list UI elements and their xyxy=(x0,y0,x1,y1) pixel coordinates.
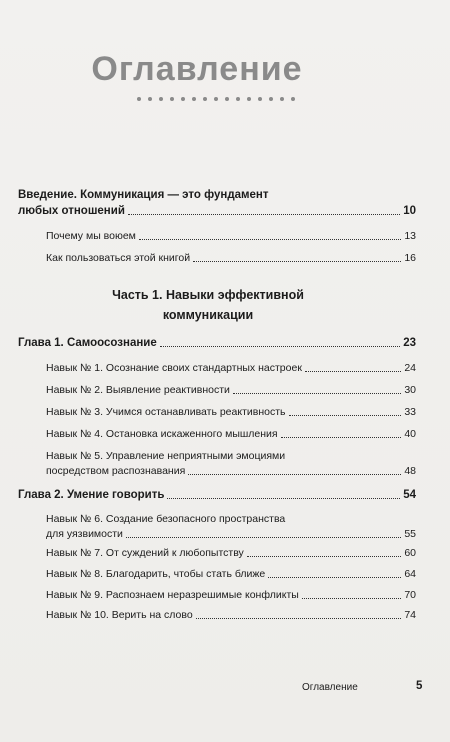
toc-item-skill-6-line1: Навык № 6. Создание безопасного пространства xyxy=(46,513,286,525)
toc-intro-line1: Введение. Коммуникация — это фундамент xyxy=(18,189,269,201)
toc-page-number: 48 xyxy=(404,465,416,477)
running-footer-label: Оглавление xyxy=(302,682,358,693)
toc-page-number: 74 xyxy=(404,609,416,621)
toc-chapter-1[interactable]: Глава 1. Самоосознание 23 xyxy=(18,337,416,349)
toc-item-skill-2[interactable]: Навык № 2. Выявление реактивности 30 xyxy=(46,384,416,396)
page-number: 5 xyxy=(416,680,423,692)
toc-page-number: 54 xyxy=(403,489,416,501)
toc-page-number: 70 xyxy=(404,589,416,601)
toc-item-intro-1[interactable]: Почему мы воюем 13 xyxy=(46,230,416,242)
toc-chapter-2[interactable]: Глава 2. Умение говорить 54 xyxy=(18,489,416,501)
toc-intro[interactable]: любых отношений 10 xyxy=(18,205,416,217)
toc-item-intro-2[interactable]: Как пользоваться этой книгой 16 xyxy=(46,252,416,264)
title-dots-divider xyxy=(137,97,295,101)
toc-page-number: 13 xyxy=(404,230,416,242)
toc-item-skill-10[interactable]: Навык № 10. Верить на слово 74 xyxy=(46,609,416,621)
toc-page-number: 16 xyxy=(404,252,416,264)
toc-page-number: 64 xyxy=(404,568,416,580)
toc-page-number: 55 xyxy=(404,528,416,540)
toc-page-number: 40 xyxy=(404,428,416,440)
toc-page-number: 60 xyxy=(404,547,416,559)
toc-page-number: 24 xyxy=(404,362,416,374)
page-title: Оглавление xyxy=(91,50,303,88)
toc-item-skill-5[interactable]: посредством распознавания 48 xyxy=(46,465,416,477)
toc-item-skill-7[interactable]: Навык № 7. От суждений к любопытству 60 xyxy=(46,547,416,559)
toc-item-skill-6[interactable]: для уязвимости 55 xyxy=(46,528,416,540)
part-heading: Часть 1. Навыки эффективной коммуникации xyxy=(112,288,304,322)
toc-item-skill-9[interactable]: Навык № 9. Распознаем неразрешимые конфликты 70 xyxy=(46,589,416,601)
toc-page-number: 10 xyxy=(403,205,416,217)
toc-page-number: 33 xyxy=(404,406,416,418)
toc-item-skill-3[interactable]: Навык № 3. Учимся останавливать реактивность 33 xyxy=(46,406,416,418)
toc-item-skill-8[interactable]: Навык № 8. Благодарить, чтобы стать ближе 64 xyxy=(46,568,416,580)
toc-item-skill-1[interactable]: Навык № 1. Осознание своих стандартных настроек 24 xyxy=(46,362,416,374)
toc-page-number: 30 xyxy=(404,384,416,396)
toc-item-skill-5-line1: Навык № 5. Управление неприятными эмоциями xyxy=(46,450,286,462)
toc-page-number: 23 xyxy=(403,337,416,349)
toc-item-skill-4[interactable]: Навык № 4. Остановка искаженного мышления 40 xyxy=(46,428,416,440)
